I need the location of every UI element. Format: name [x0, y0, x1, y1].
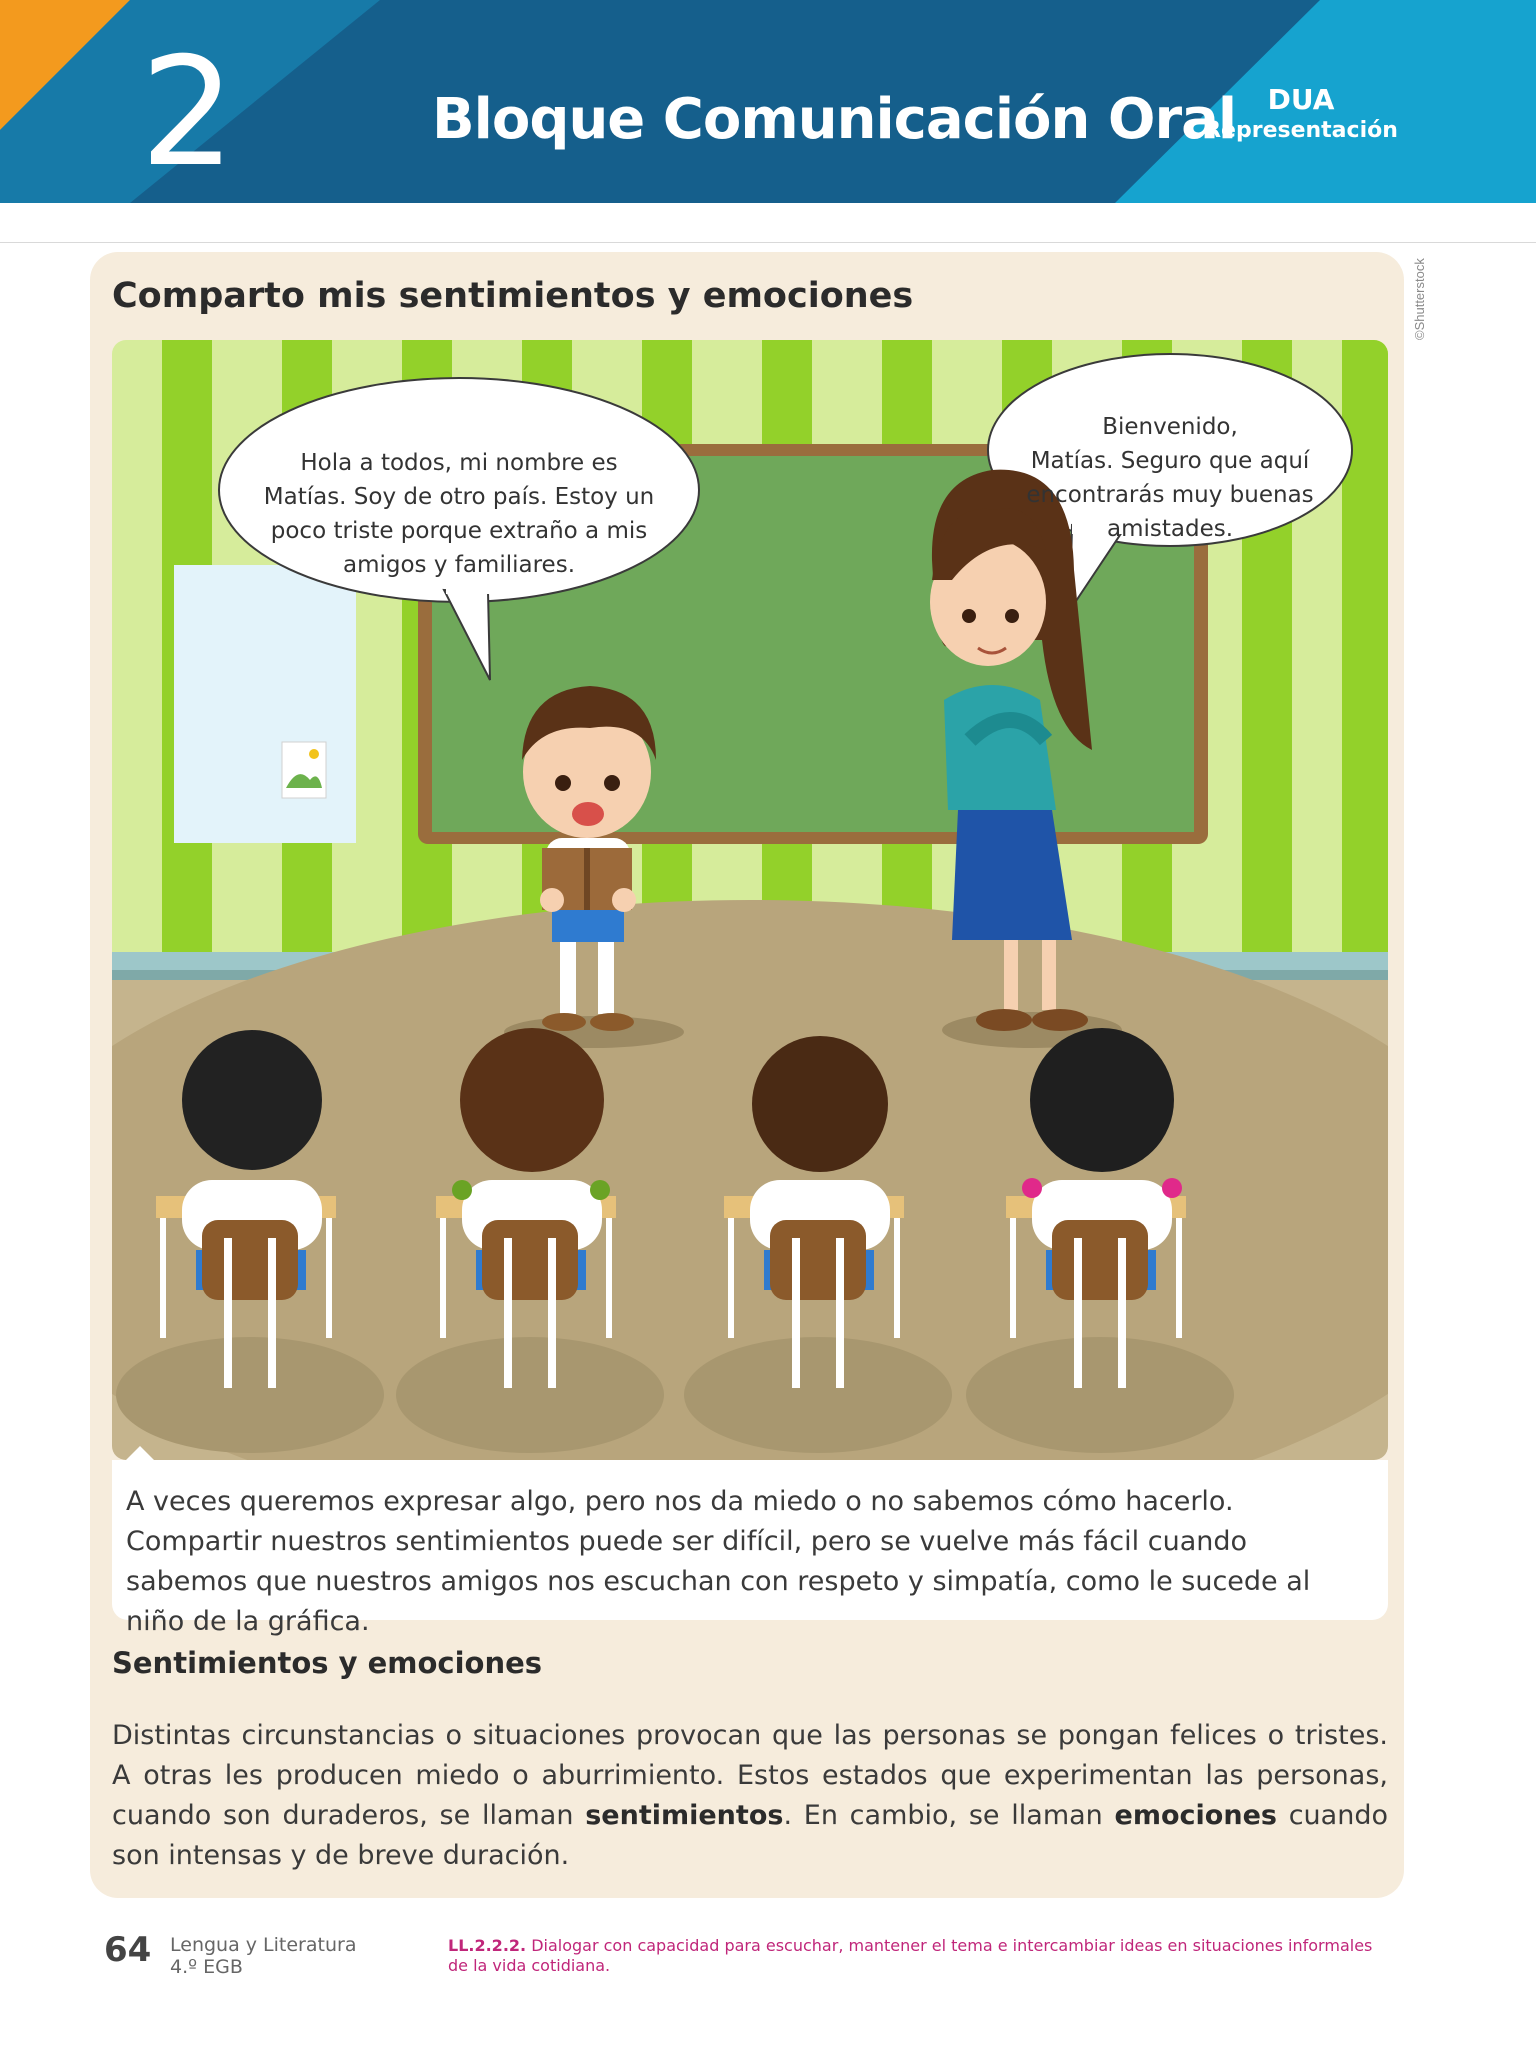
- boy-speech-line: Matías. Soy de otro país. Estoy un: [263, 484, 655, 510]
- dua-subtitle: Representación: [1204, 118, 1398, 143]
- body-paragraph: [112, 1716, 1388, 1876]
- body-text: Distintas circunstancias o situaciones provocan que las personas se pongan felices o tristes. A otras les producen miedo o aburrimiento. Estos estados que experimentan las personas, cuando son duraderos, se llaman: [112, 1720, 1388, 1831]
- grade-level: 4.º EGB: [170, 1956, 243, 1978]
- boy-speech-line: poco triste porque extraño a mis: [270, 518, 648, 544]
- skill-text: Dialogar con capacidad para escuchar, mantener el tema e intercambiar ideas en situaciones informales de la vida cotidiana.: [448, 1936, 1373, 1975]
- subsection-title: Sentimientos y emociones: [112, 1646, 543, 1680]
- skill-code: LL.2.2.2.: [448, 1936, 527, 1955]
- body-text: . En cambio, se llaman: [783, 1800, 1115, 1831]
- teacher-speech-line: amistades.: [1106, 516, 1234, 542]
- unit-number: 2: [140, 26, 236, 200]
- page-number: 64: [104, 1930, 152, 1970]
- boy-speech-line: amigos y familiares.: [342, 552, 576, 578]
- classroom-illustration: [112, 340, 1388, 1460]
- header-divider: [0, 242, 1536, 243]
- dua-label: DUA: [1267, 83, 1335, 116]
- teacher-speech-line: encontrarás muy buenas: [1026, 482, 1314, 508]
- body-text: cuando son intensas y de breve duración.: [112, 1800, 1388, 1871]
- boy-speech-line: Hola a todos, mi nombre es: [300, 450, 618, 476]
- dua-badge: [1196, 83, 1406, 143]
- subject-name: Lengua y Literatura: [170, 1934, 357, 1956]
- block-title: Bloque Comunicación Oral: [432, 87, 1237, 152]
- image-credit: ©Shutterstock: [1412, 258, 1427, 340]
- teacher-speech-line: Matías. Seguro que aquí: [1030, 448, 1310, 474]
- page-header: [0, 0, 1536, 203]
- section-title: Comparto mis sentimientos y emociones: [112, 276, 914, 316]
- bold-term-emociones: emociones: [1114, 1800, 1277, 1831]
- teacher-speech-bubble: [1010, 410, 1330, 546]
- teacher-speech-line: Bienvenido,: [1102, 414, 1238, 440]
- subject-label: [170, 1934, 356, 1978]
- intro-box: [112, 1460, 1388, 1637]
- boy-speech-bubble: [244, 446, 674, 582]
- skill-criterion: [448, 1936, 1378, 1976]
- intro-paragraph: A veces queremos expresar algo, pero nos da miedo o no sabemos cómo hacerlo. Compartir nuestros sentimientos puede ser difícil, pero se vuelve más fácil cuando sabemos que nuestros amigos nos escuchan con respeto y simpatía, como le sucede al niño de la gráfica.: [126, 1486, 1311, 1637]
- bold-term-sentimientos: sentimientos: [585, 1800, 784, 1831]
